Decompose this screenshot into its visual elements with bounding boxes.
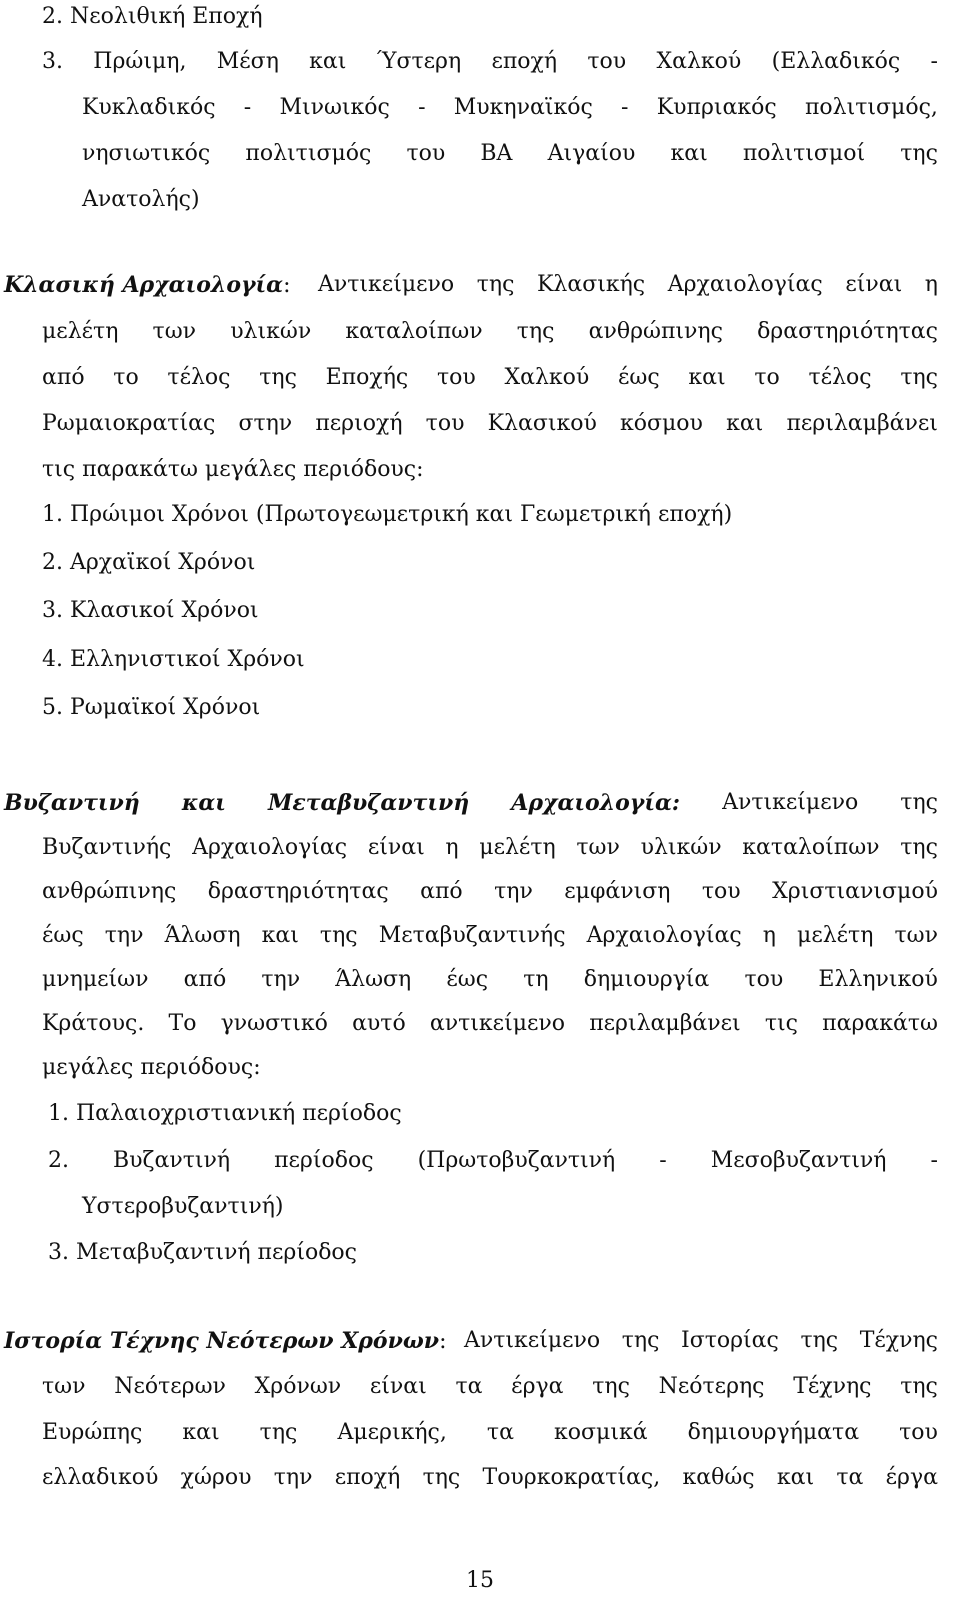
word: 3. (42, 49, 63, 74)
word: ΒΑ (480, 141, 513, 166)
word: την (104, 923, 144, 948)
word: Μινωικός (279, 95, 390, 120)
word: (Ελλαδικός (771, 49, 901, 74)
word: Αντικείμενο (464, 1328, 601, 1353)
word: Κλασικής (537, 272, 646, 297)
word: ανθρώπινης (42, 879, 177, 904)
word: υλικών (640, 835, 722, 860)
word: της (900, 1374, 938, 1399)
word: την (494, 879, 533, 904)
classical-period-item-1: 1. Πρώιμοι Χρόνοι (Πρωτογεωμετρική και Γεωμετρική εποχή) (42, 502, 733, 527)
word: μελέτη (42, 319, 119, 344)
word: από (183, 967, 227, 992)
word: Τέχνης (859, 1328, 938, 1353)
word: τέλος (808, 365, 872, 390)
word: τα (836, 1465, 864, 1490)
word: δημιουργία (583, 967, 710, 992)
word: Ιστορίας (681, 1328, 779, 1353)
modern-art-paragraph-line2 (42, 1372, 938, 1402)
word: του (436, 365, 476, 390)
word: Άλωση (335, 967, 412, 992)
byzantine-paragraph-line5 (42, 965, 938, 995)
word: τις (764, 1011, 798, 1036)
classical-period-item-4: 4. Ελληνιστικοί Χρόνοι (42, 647, 305, 672)
byzantine-heading-word3: Μεταβυζαντινή (267, 790, 470, 816)
word: Νεότερης (658, 1374, 765, 1399)
word: χώρου (180, 1465, 252, 1490)
byzantine-paragraph-line4 (42, 921, 938, 951)
word: Αρχαιολογίας (192, 835, 348, 860)
word: και (261, 923, 299, 948)
word: έως (42, 923, 84, 948)
word: η (445, 835, 459, 860)
word: πολιτισμός (245, 141, 372, 166)
word: περιλαμβάνει (589, 1011, 741, 1036)
list-item-neolithic: 2. Νεολιθική Εποχή (42, 4, 263, 29)
word: είναι (845, 272, 903, 297)
word: Βυζαντινής (42, 835, 172, 860)
word: γνωστικό (220, 1011, 328, 1036)
word: παρακάτω (822, 1011, 938, 1036)
word: της (592, 1374, 630, 1399)
word: (Πρωτοβυζαντινή (417, 1148, 616, 1173)
word: έργα (885, 1465, 938, 1490)
word: - (243, 95, 252, 120)
word: Κυκλαδικός (82, 95, 216, 120)
byzantine-heading-word1: Βυζαντινή (4, 790, 140, 816)
word: περιοχή (315, 411, 403, 436)
classical-period-item-5: 5. Ρωμαϊκοί Χρόνοι (42, 695, 261, 720)
classical-period-item-2: 2. Αρχαϊκοί Χρόνοι (42, 550, 256, 575)
word: - (930, 49, 938, 74)
classical-paragraph-line2 (42, 317, 938, 347)
byzantine-period-item-1: 1. Παλαιοχριστιανική περίοδος (48, 1101, 402, 1126)
word: καταλοίπων (742, 835, 880, 860)
word: τη (523, 967, 549, 992)
modern-art-paragraph-line3 (42, 1418, 938, 1448)
word: της (621, 1328, 660, 1353)
page-number: 15 (466, 1568, 494, 1593)
classical-period-item-3: 3. Κλασικοί Χρόνοι (42, 598, 259, 623)
word: και (688, 365, 726, 390)
byzantine-heading-word4: Αρχαιολογία: (511, 790, 681, 816)
classical-line1-rest (318, 270, 938, 301)
word: και (182, 1420, 220, 1445)
modern-art-paragraph-line1: Ιστορία Τέχνης Νεότερων Χρόνων: Αντικείμενο της Ιστορίας της Τέχνης (4, 1326, 938, 1357)
word: Μυκηναϊκός (453, 95, 593, 120)
word: και (776, 1465, 815, 1490)
word: Μεσοβυζαντινή (710, 1148, 887, 1173)
byzantine-line1-word5: Αντικείμενο (722, 790, 859, 815)
word: της (516, 319, 555, 344)
word: είναι (369, 1374, 427, 1399)
word: Ρωμαιοκρατίας (42, 411, 216, 436)
word: των (152, 319, 197, 344)
byzantine-period-item-3: 3. Μεταβυζαντινή περίοδος (48, 1240, 357, 1265)
word: - (659, 1148, 667, 1173)
word: Χρόνων (254, 1374, 342, 1399)
list-item-bronze-age-line2 (82, 93, 938, 123)
word: και (670, 141, 708, 166)
word: και (726, 411, 764, 436)
word: μελέτη (797, 923, 874, 948)
modern-art-paragraph-line4 (42, 1463, 938, 1493)
word: Χαλκού (656, 49, 742, 74)
word: Ευρώπης (42, 1420, 143, 1445)
word: από (42, 365, 85, 390)
word: τέλος (167, 365, 231, 390)
word: της (476, 272, 515, 297)
byzantine-line1-word6: της (900, 790, 938, 815)
word: καταλοίπων (345, 319, 483, 344)
byzantine-paragraph-line1 (4, 788, 938, 818)
word: εμφάνιση (564, 879, 671, 904)
word: Κράτους. (42, 1011, 145, 1036)
word: Νεότερων (114, 1374, 226, 1399)
modern-art-line1-rest (464, 1326, 938, 1357)
word: του (899, 1420, 938, 1445)
word: Εποχής (325, 365, 409, 390)
word: της (259, 365, 297, 390)
word: του (406, 141, 446, 166)
list-item-bronze-age-line4: Ανατολής) (82, 187, 200, 212)
byzantine-heading-word2: και (181, 790, 226, 816)
word: Κυπριακός (656, 95, 777, 120)
word: μνημείων (42, 967, 149, 992)
word: πολιτισμός, (804, 95, 938, 120)
word: η (762, 923, 776, 948)
word: μελέτη (479, 835, 556, 860)
word: το (754, 365, 780, 390)
word: τα (486, 1420, 514, 1445)
word: δραστηριότητας (757, 319, 938, 344)
word: Ελληνικού (818, 967, 938, 992)
byzantine-paragraph-line2 (42, 833, 938, 863)
word: Αμερικής, (337, 1420, 447, 1445)
word: υλικών (230, 319, 312, 344)
word: αυτό (352, 1011, 406, 1036)
byzantine-paragraph-line6 (42, 1009, 938, 1039)
word: Βυζαντινή (113, 1148, 231, 1173)
word: - (930, 1148, 938, 1173)
word: - (621, 95, 629, 120)
byzantine-paragraph-line3 (42, 877, 938, 907)
word: του (701, 879, 741, 904)
word: η (924, 272, 938, 297)
modern-art-heading: Ιστορία Τέχνης Νεότερων Χρόνων (4, 1328, 440, 1354)
classical-paragraph-line4 (42, 409, 938, 439)
classical-paragraph-line1: Κλασική Αρχαιολογία: Αντικείμενο της Κλασικής Αρχαιολογίας είναι η (4, 270, 938, 301)
word: εποχή (334, 1465, 401, 1490)
word: και (309, 49, 347, 74)
word: της (800, 1328, 839, 1353)
word: την (273, 1465, 313, 1490)
word: καθώς (682, 1465, 755, 1490)
word: Αρχαιολογίας (667, 272, 823, 297)
word: δημιουργήματα (687, 1420, 860, 1445)
word: - (418, 95, 426, 120)
word: το (113, 365, 139, 390)
word: κόσμου (619, 411, 703, 436)
word: του (425, 411, 465, 436)
word: πολιτισμοί (742, 141, 866, 166)
classical-paragraph-line5: τις παρακάτω μεγάλες περιόδους: (42, 457, 424, 482)
word: της (900, 835, 938, 860)
word: Άλωση (164, 923, 241, 948)
word: στην (238, 411, 293, 436)
word: έως (618, 365, 660, 390)
word: των (576, 835, 620, 860)
word: Κλασικού (487, 411, 597, 436)
word: Πρώιμη, (93, 49, 187, 74)
word: τα (455, 1374, 483, 1399)
word: της (259, 1420, 298, 1445)
word: του (744, 967, 784, 992)
word: ανθρώπινης (588, 319, 723, 344)
word: Αρχαιολογίας (586, 923, 742, 948)
word: νησιωτικός (82, 141, 211, 166)
byzantine-paragraph-line7: μεγάλες περιόδους: (42, 1055, 261, 1080)
list-item-bronze-age-line3 (82, 139, 938, 169)
word: των (894, 923, 938, 948)
word: περιλαμβάνει (786, 411, 938, 436)
word: του (587, 49, 627, 74)
word: Μεταβυζαντινής (378, 923, 566, 948)
word: Τουρκοκρατίας, (482, 1465, 661, 1490)
word: Ύστερη (376, 49, 462, 74)
word: κοσμικά (554, 1420, 648, 1445)
classical-paragraph-line3 (42, 363, 938, 393)
byzantine-period-item-2-line1 (48, 1146, 938, 1176)
word: Το (168, 1011, 197, 1036)
word: είναι (367, 835, 425, 860)
word: ελλαδικού (42, 1465, 159, 1490)
word: Μέση (216, 49, 279, 74)
word: περίοδος (274, 1148, 374, 1173)
word: δραστηριότητας (207, 879, 389, 904)
list-item-bronze-age-line1 (42, 47, 938, 77)
word: αντικείμενο (429, 1011, 566, 1036)
word: των (42, 1374, 86, 1399)
word: έως (446, 967, 489, 992)
classical-archaeology-heading: Κλασική Αρχαιολογία (4, 272, 284, 298)
word: της (319, 923, 358, 948)
word: Τέχνης (793, 1374, 872, 1399)
word: εποχή (491, 49, 558, 74)
word: από (420, 879, 463, 904)
word: της (900, 141, 938, 166)
word: της (422, 1465, 461, 1490)
word: την (261, 967, 301, 992)
word: Αιγαίου (547, 141, 636, 166)
byzantine-period-item-2-line2: Υστεροβυζαντινή) (82, 1194, 284, 1219)
word: έργα (511, 1374, 564, 1399)
word: της (900, 365, 938, 390)
word: Χριστιανισμού (772, 879, 938, 904)
word: 2. (48, 1148, 69, 1173)
word: Αντικείμενο (318, 272, 455, 297)
word: Χαλκού (504, 365, 590, 390)
